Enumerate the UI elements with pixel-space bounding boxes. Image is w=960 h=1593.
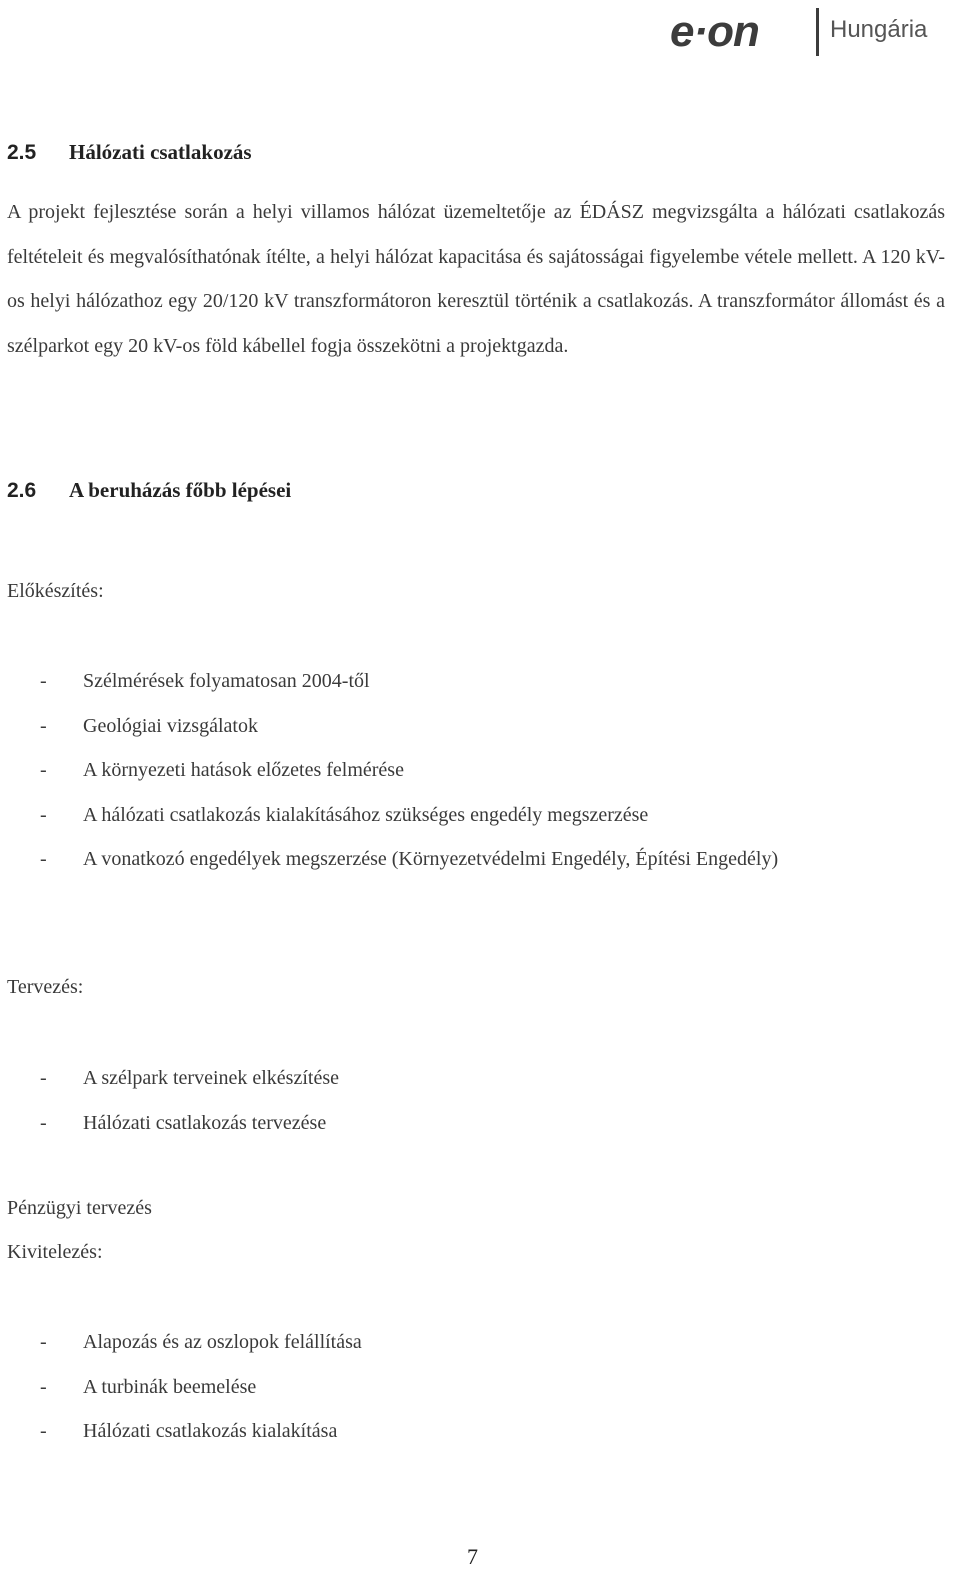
section-heading-2-6 (7, 478, 291, 503)
prep-label: Előkészítés: (7, 580, 104, 602)
section-title: A beruházás főbb lépései (69, 478, 292, 502)
list-item: - Geológiai vizsgálatok (0, 704, 900, 749)
list-item: - Alapozás és az oszlopok felállítása (0, 1320, 900, 1365)
page-number: 7 (467, 1544, 478, 1569)
list-dash: - (40, 848, 47, 870)
eon-hungaria-logo (670, 2, 950, 62)
eon-logo-mark: e·on (670, 7, 759, 56)
exec-label: Kivitelezés: (7, 1241, 103, 1263)
section-paragraph: A projekt fejlesztése során a helyi villamos hálózat üzemeltetője az ÉDÁSZ megvizsgálta a hálózati csatlakozás feltételeit és megvalósíthatónak ítélte, a helyi hálózat kapacitása és sajátosságai figyelembe vétele mellett. A 120 kV-os helyi hálózathoz egy 20/120 kV transzformátoron keresztül történik a csatlakozás. A transzformátor állomást és a szélparkot egy 20 kV-os föld kábellel fogja összekötni a projektgazda. (7, 201, 945, 357)
section-title: Hálózati csatlakozás (69, 140, 252, 164)
list-dash: - (40, 759, 47, 781)
list-item: - Hálózati csatlakozás kialakítása (0, 1409, 900, 1454)
list-dash: - (40, 1375, 47, 1398)
list-item: - Szélmérések folyamatosan 2004-től (0, 659, 900, 704)
list-item: - A hálózati csatlakozás kialakításához szükséges engedély megszerzése (0, 793, 900, 838)
section-heading-2-5 (7, 140, 252, 165)
list-dash: - (40, 1111, 47, 1134)
list-item: - A szélpark terveinek elkészítése (0, 1056, 900, 1101)
list-dash: - (40, 1420, 47, 1442)
prep-list (0, 659, 900, 882)
plan-list (0, 1056, 900, 1145)
finance-label: Pénzügyi tervezés (7, 1197, 152, 1219)
list-dash: - (40, 1067, 47, 1089)
list-item: - A vonatkozó engedélyek megszerzése (Környezetvédelmi Engedély, Építési Engedély) (0, 837, 873, 882)
list-item: - A turbinák beemelése (0, 1365, 900, 1410)
list-item: - A környezeti hatások előzetes felmérése (0, 748, 900, 793)
exec-list (0, 1320, 900, 1454)
list-dash: - (40, 670, 47, 692)
list-dash: - (40, 1331, 47, 1353)
section-number: 2.6 (7, 479, 37, 502)
list-dash: - (40, 714, 47, 737)
logo-divider (816, 8, 819, 56)
list-item: - Hálózati csatlakozás tervezése (0, 1101, 900, 1146)
section-number: 2.5 (7, 141, 37, 164)
logo-subtitle: Hungária (830, 16, 928, 43)
plan-label: Tervezés: (7, 976, 84, 998)
list-dash: - (40, 803, 47, 826)
